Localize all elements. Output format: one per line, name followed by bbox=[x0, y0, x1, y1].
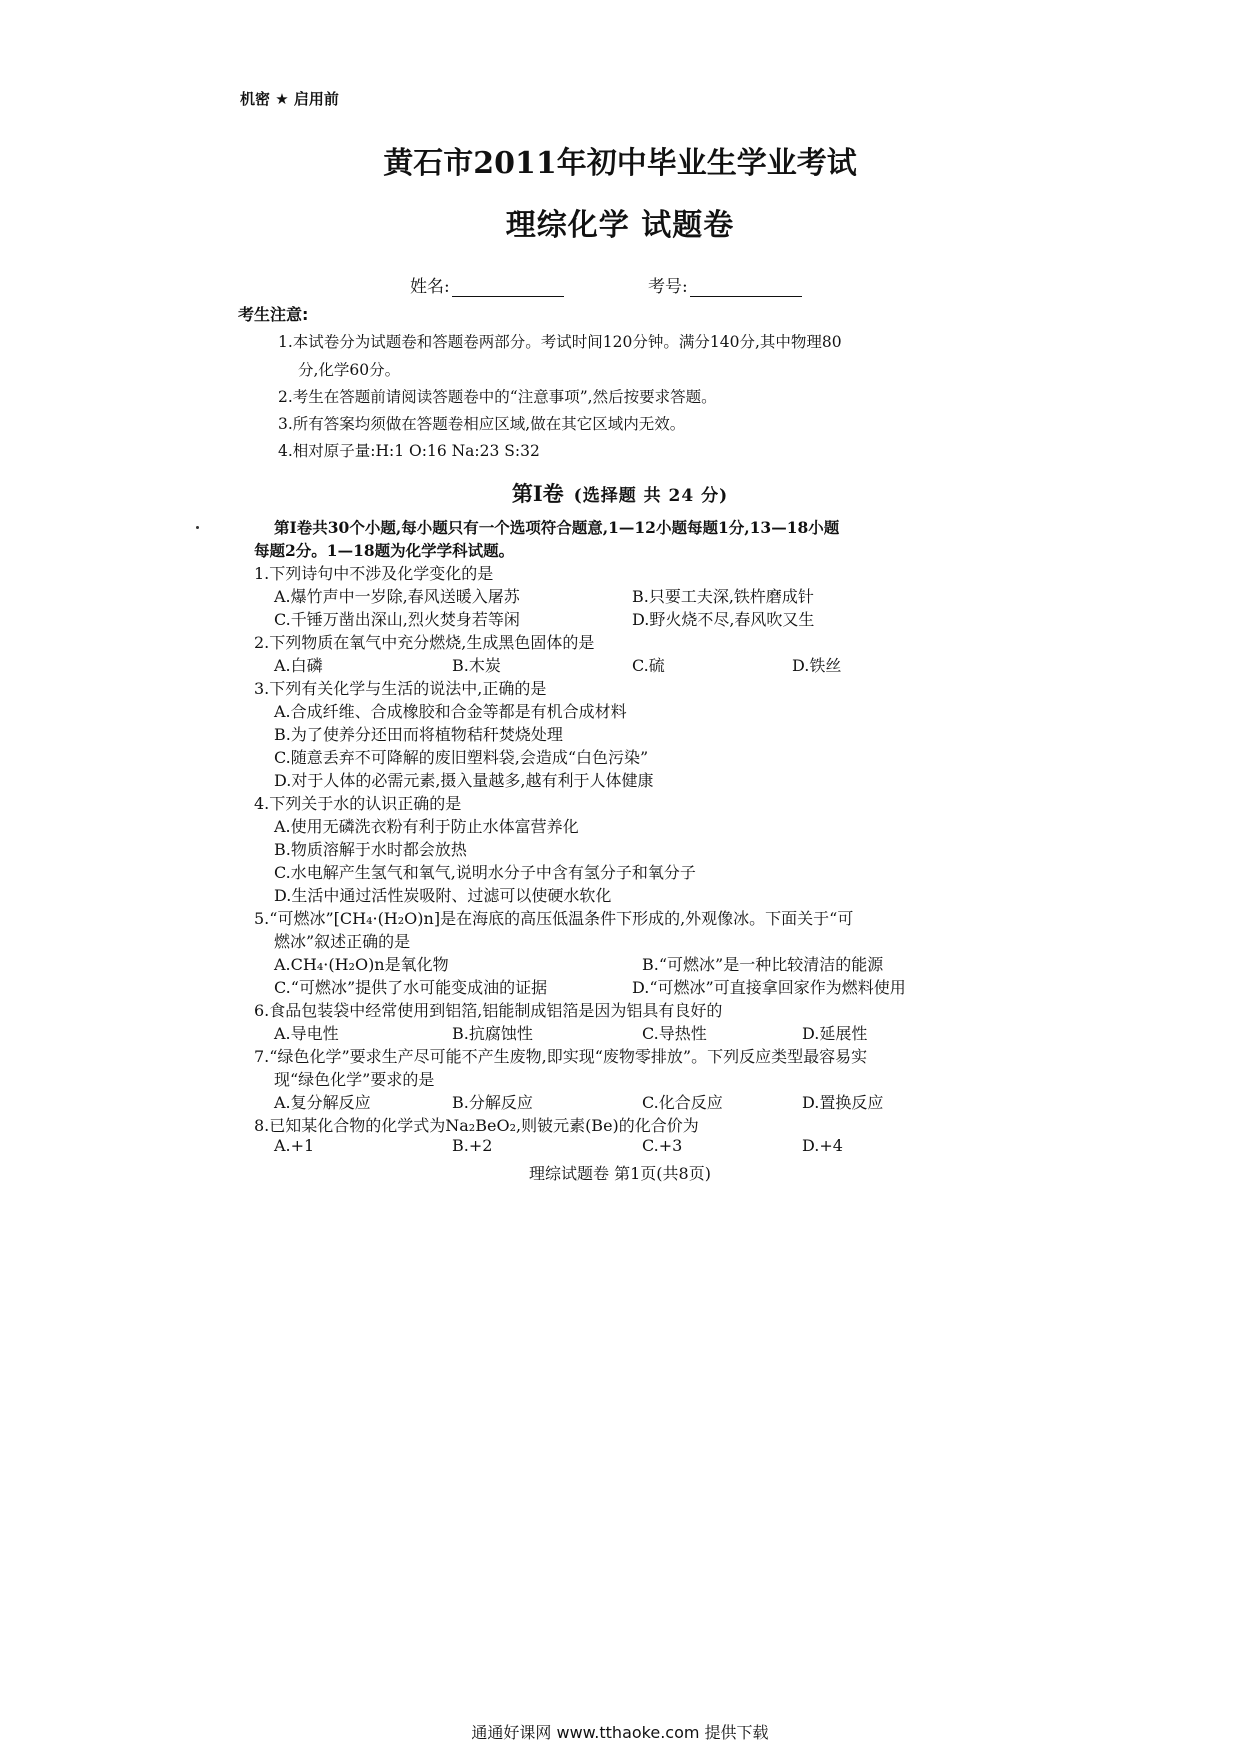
option-b: B.物质溶解于水时都会放热 bbox=[274, 840, 467, 859]
option-c: C.硫 bbox=[632, 656, 665, 675]
notice-item: 2.考生在答题前请阅读答题卷中的“注意事项”,然后按要求答题。 bbox=[278, 388, 717, 406]
section-intro: 每题2分。1—18题为化学学科试题。 bbox=[254, 541, 515, 560]
option-b: B.+2 bbox=[452, 1136, 493, 1155]
section-heading bbox=[0, 478, 1240, 508]
option-b: B.抗腐蚀性 bbox=[452, 1024, 533, 1043]
option-a: A.导电性 bbox=[274, 1024, 339, 1043]
option-a: A.白磷 bbox=[274, 656, 323, 675]
section-subtitle: (选择题 共 24 分) bbox=[573, 486, 729, 506]
option-b: B.为了使养分还田而将植物秸秆焚烧处理 bbox=[274, 725, 563, 744]
option-a: A.复分解反应 bbox=[274, 1093, 371, 1112]
option-c: C.导热性 bbox=[642, 1024, 707, 1043]
option-a: A.CH₄·(H₂O)n是氧化物 bbox=[274, 955, 449, 974]
scan-speck bbox=[196, 526, 199, 529]
option-c: C.水电解产生氢气和氧气,说明水分子中含有氢分子和氧分子 bbox=[274, 863, 696, 882]
section-intro: 第Ⅰ卷共30个小题,每小题只有一个选项符合题意,1—12小题每题1分,13—18小题 bbox=[274, 518, 840, 537]
option-c: C.化合反应 bbox=[642, 1093, 723, 1112]
notice-heading: 考生注意: bbox=[238, 305, 309, 324]
option-d: D.生活中通过活性炭吸附、过滤可以使硬水软化 bbox=[274, 886, 612, 905]
id-field[interactable] bbox=[648, 272, 802, 297]
option-b: B.“可燃冰”是一种比较清洁的能源 bbox=[642, 955, 884, 974]
option-c: C.随意丢弃不可降解的废旧塑料袋,会造成“白色污染” bbox=[274, 748, 649, 767]
id-label: 考号: bbox=[648, 277, 688, 297]
option-b: B.只要工夫深,铁杵磨成针 bbox=[632, 587, 814, 606]
question-stem: 5.“可燃冰”[CH₄·(H₂O)n]是在海底的高压低温条件下形成的,外观像冰。下面关于“可 bbox=[254, 909, 854, 928]
option-d: D.“可燃冰”可直接拿回家作为燃料使用 bbox=[632, 978, 906, 997]
option-a: A.合成纤维、合成橡胶和合金等都是有机合成材料 bbox=[274, 702, 627, 721]
option-a: A.爆竹声中一岁除,春风送暖入屠苏 bbox=[274, 587, 520, 606]
notice-item: 分,化学60分。 bbox=[298, 361, 401, 379]
question-stem: 8.已知某化合物的化学式为Na₂BeO₂,则铍元素(Be)的化合价为 bbox=[254, 1116, 699, 1135]
option-b: B.分解反应 bbox=[452, 1093, 533, 1112]
notice-item: 1.本试卷分为试题卷和答题卷两部分。考试时间120分钟。满分140分,其中物理80 bbox=[278, 333, 842, 351]
option-b: B.木炭 bbox=[452, 656, 501, 675]
exam-subtitle: 理综化学 试题卷 bbox=[505, 208, 735, 243]
option-d: D.野火烧不尽,春风吹又生 bbox=[632, 610, 815, 629]
id-blank[interactable] bbox=[690, 280, 802, 297]
option-d: D.铁丝 bbox=[792, 656, 842, 675]
option-c: C.+3 bbox=[642, 1136, 683, 1155]
option-a: A.+1 bbox=[274, 1136, 315, 1155]
question-stem: 7.“绿色化学”要求生产尽可能不产生废物,即实现“废物零排放”。下列反应类型最容易实 bbox=[254, 1047, 868, 1066]
notice-item: 3.所有答案均须做在答题卷相应区域,做在其它区域内无效。 bbox=[278, 415, 686, 433]
question-stem: 6.食品包装袋中经常使用到铝箔,铝能制成铝箔是因为铝具有良好的 bbox=[254, 1001, 723, 1020]
confidential-mark: 机密 ★ 启用前 bbox=[240, 90, 339, 108]
option-d: D.置换反应 bbox=[802, 1093, 884, 1112]
name-label: 姓名: bbox=[410, 277, 450, 297]
name-blank[interactable] bbox=[452, 280, 564, 297]
name-field[interactable] bbox=[410, 272, 564, 297]
page-footer: 理综试题卷 第1页(共8页) bbox=[529, 1164, 711, 1183]
question-stem: 2.下列物质在氧气中充分燃烧,生成黑色固体的是 bbox=[254, 633, 595, 652]
option-d: D.对于人体的必需元素,摄入量越多,越有利于人体健康 bbox=[274, 771, 654, 790]
option-c: C.千锤万凿出深山,烈火焚身若等闲 bbox=[274, 610, 520, 629]
option-a: A.使用无磷洗衣粉有利于防止水体富营养化 bbox=[274, 817, 579, 836]
option-c: C.“可燃冰”提供了水可能变成油的证据 bbox=[274, 978, 548, 997]
question-stem: 现“绿色化学”要求的是 bbox=[274, 1070, 435, 1089]
question-stem: 1.下列诗句中不涉及化学变化的是 bbox=[254, 564, 494, 583]
question-stem: 3.下列有关化学与生活的说法中,正确的是 bbox=[254, 679, 547, 698]
option-d: D.+4 bbox=[802, 1136, 843, 1155]
section-title: 第Ⅰ卷 bbox=[511, 481, 564, 506]
notice-item: 4.相对原子量:H:1 O:16 Na:23 S:32 bbox=[278, 442, 540, 460]
exam-title: 黄石市2011年初中毕业生学业考试 bbox=[383, 146, 857, 181]
option-d: D.延展性 bbox=[802, 1024, 868, 1043]
question-stem: 4.下列关于水的认识正确的是 bbox=[254, 794, 462, 813]
download-credit: 通通好课网 www.tthaoke.com 提供下载 bbox=[471, 1723, 769, 1742]
question-stem: 燃冰”叙述正确的是 bbox=[274, 932, 411, 951]
